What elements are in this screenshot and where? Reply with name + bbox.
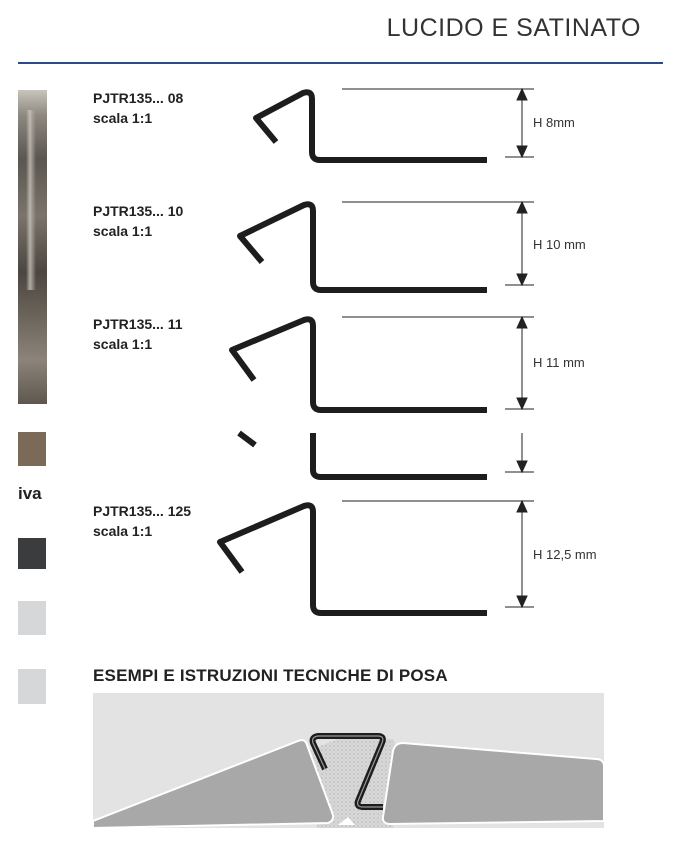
height-dimension-fragment — [505, 433, 534, 472]
profile-code: PJTR135... 10 — [93, 203, 184, 219]
height-label-125: H 12,5 mm — [533, 547, 597, 562]
profile-scale: scala 1:1 — [93, 223, 153, 239]
height-dimension-11 — [342, 317, 534, 409]
height-dimension-08 — [342, 89, 534, 157]
height-dimension-125 — [342, 501, 534, 607]
profile-code: PJTR135... 11 — [93, 316, 183, 332]
profile-scale: scala 1:1 — [93, 110, 153, 126]
profile-shape-08 — [256, 92, 487, 160]
page-title: LUCIDO E SATINATO — [386, 14, 641, 42]
profile-scale: scala 1:1 — [93, 523, 153, 539]
profile-shape-125 — [220, 505, 487, 613]
finish-side-label: iva — [18, 484, 42, 503]
profile-code: PJTR135... 125 — [93, 503, 192, 519]
section-title: ESEMPI E ISTRUZIONI TECNICHE DI POSA — [93, 666, 448, 685]
height-label-11: H 11 mm — [533, 355, 585, 370]
profile-code: PJTR135... 08 — [93, 90, 184, 106]
height-dimension-10 — [342, 202, 534, 285]
height-label-08: H 8mm — [533, 115, 575, 130]
height-label-10: H 10 mm — [533, 237, 586, 252]
color-swatch-silver-satin — [18, 669, 46, 704]
profile-shape-11 — [232, 319, 487, 410]
installation-example-illustration — [93, 693, 604, 828]
profile-fragment — [239, 433, 487, 477]
profile-shape-10 — [240, 204, 487, 290]
profile-scale: scala 1:1 — [93, 336, 153, 352]
